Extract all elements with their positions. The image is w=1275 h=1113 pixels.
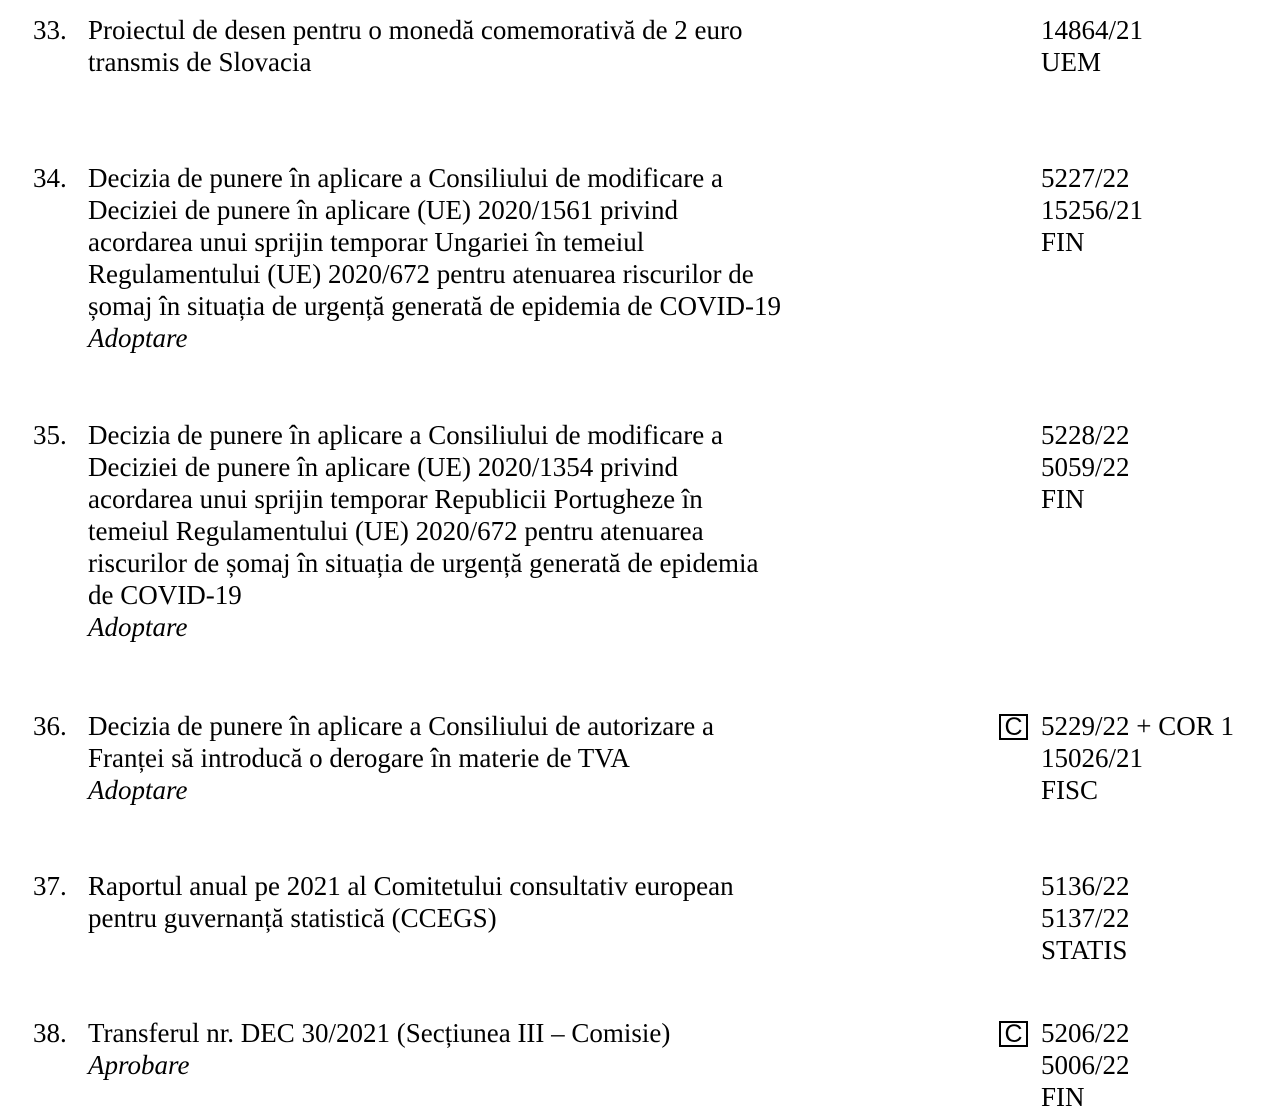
title-line: pentru guvernanță statistică (CCEGS) [88, 903, 497, 933]
document-reference: FISC [1041, 775, 1099, 805]
item-number: 37. [33, 871, 67, 901]
document-reference: FIN [1041, 1082, 1085, 1112]
title-line: acordarea unui sprijin temporar Ungariei în temeiul [88, 227, 645, 257]
title-line: șomaj în situația de urgență generată de epidemia de COVID-19 [88, 291, 782, 321]
title-line: Franței să introducă o derogare în materie de TVA [88, 743, 630, 773]
c-marker-box: C [999, 1021, 1028, 1047]
document-references [1041, 419, 1130, 515]
title-line: Proiectul de desen pentru o monedă comemorativă de 2 euro [88, 15, 743, 45]
title-line: Deciziei de punere în aplicare (UE) 2020/1354 privind [88, 452, 679, 482]
title-line: Raportul anual pe 2021 al Comitetului consultativ european [88, 871, 734, 901]
item-number: 38. [33, 1018, 67, 1048]
document-references [1041, 870, 1130, 966]
item-title [88, 710, 938, 806]
item-title [88, 870, 938, 934]
item-title [88, 1017, 938, 1081]
title-line: de COVID-19 [88, 580, 242, 610]
document-reference: 5206/22 [1041, 1018, 1130, 1048]
document-references [1041, 162, 1143, 258]
title-line: Deciziei de punere în aplicare (UE) 2020/1561 privind [88, 195, 679, 225]
title-line: Transferul nr. DEC 30/2021 (Secțiunea III – Comisie) [88, 1018, 671, 1048]
item-title [88, 162, 938, 354]
document-reference: 5059/22 [1041, 452, 1130, 482]
title-line: Decizia de punere în aplicare a Consiliului de autorizare a [88, 711, 714, 741]
item-title [88, 14, 938, 78]
title-line: transmis de Slovacia [88, 47, 312, 77]
title-line: Decizia de punere în aplicare a Consiliului de modificare a [88, 420, 723, 450]
document-reference: 5228/22 [1041, 420, 1130, 450]
document-references [1041, 1017, 1130, 1113]
item-number: 36. [33, 711, 67, 741]
item-number: 35. [33, 420, 67, 450]
document-reference: 5136/22 [1041, 871, 1130, 901]
document-reference: 5229/22 + COR 1 [1041, 711, 1234, 741]
item-action: Aprobare [88, 1050, 190, 1080]
c-marker-box: C [999, 714, 1028, 740]
document-reference: STATIS [1041, 935, 1128, 965]
title-line: temeiul Regulamentului (UE) 2020/672 pentru atenuarea [88, 516, 704, 546]
document-reference: 14864/21 [1041, 15, 1144, 45]
document-reference: UEM [1041, 47, 1101, 77]
title-line: riscurilor de șomaj în situația de urgență generată de epidemia [88, 548, 759, 578]
title-line: Regulamentului (UE) 2020/672 pentru atenuarea riscurilor de [88, 259, 754, 289]
item-action: Adoptare [88, 775, 188, 805]
document-reference: 5137/22 [1041, 903, 1130, 933]
item-number: 33. [33, 15, 67, 45]
document-references [1041, 710, 1234, 806]
document-reference: 15256/21 [1041, 195, 1144, 225]
document-reference: FIN [1041, 227, 1085, 257]
item-action: Adoptare [88, 323, 188, 353]
item-action: Adoptare [88, 612, 188, 642]
document-references [1041, 14, 1143, 78]
document-reference: 15026/21 [1041, 743, 1144, 773]
item-title [88, 419, 938, 643]
item-number: 34. [33, 163, 67, 193]
document-reference: 5227/22 [1041, 163, 1130, 193]
document-reference: FIN [1041, 484, 1085, 514]
document-reference: 5006/22 [1041, 1050, 1130, 1080]
title-line: acordarea unui sprijin temporar Republicii Portugheze în [88, 484, 703, 514]
title-line: Decizia de punere în aplicare a Consiliului de modificare a [88, 163, 723, 193]
